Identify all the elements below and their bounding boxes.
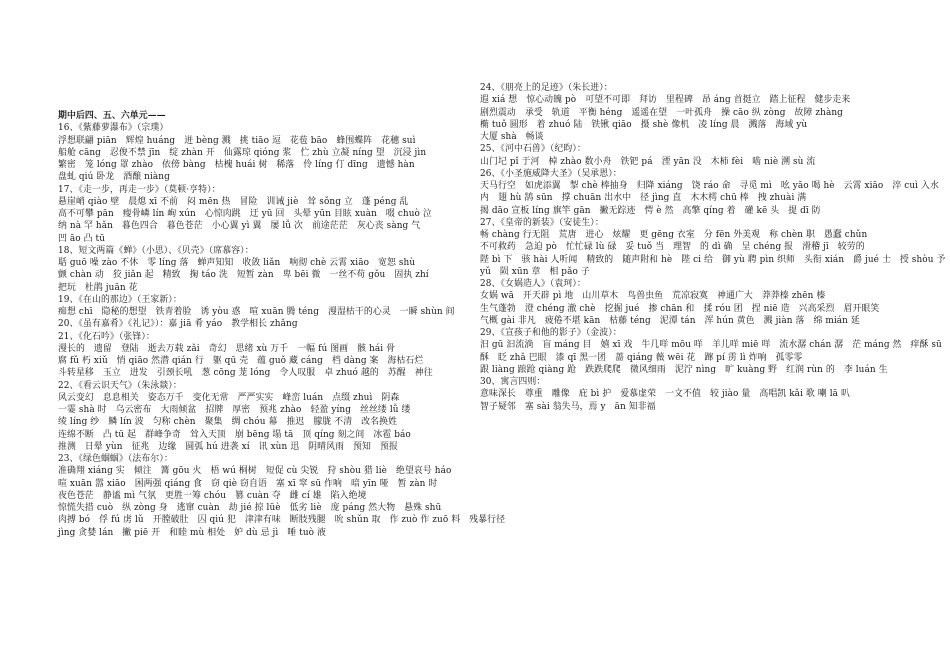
- text-line: jìng 贪婪 lán 撇 piē 开 和睦 mù 相处 妒 dù 忌 jì 唾 tuò 液: [58, 527, 326, 538]
- text-line: 风云变幻 息息相关 姿态万千 变化无常 严严实实 峰峦 luán 点缀 zhuì 阴森: [58, 392, 400, 403]
- text-line: 斗转星移 玉立 进发 引颈长吼 葱 cōng 茏 lóng 令人叹服 卓 zhuó 越的 苏醒 神往: [58, 368, 433, 379]
- text-line: 山门圮 pǐ 于河 棹 zhào 数小舟 铁钯 pá 湮 yān 没 木柿 fèi 啮 niè 溯 sù 流: [480, 156, 816, 167]
- text-line: 17、《走一步，再走一步》（莫顿·亨特）：: [58, 184, 221, 195]
- section-title: 期中后四、五、六单元——: [58, 111, 166, 121]
- text-line: 喧 xuān 嚣 xiāo 困两强 qiáng 食 窃 qiè 窃自语 塞 xī 窣 sū 作响 喑 yīn 哑 暂 zàn 时: [58, 478, 438, 489]
- right-column: [480, 0, 946, 658]
- right-column-lines: [480, 82, 946, 413]
- text-line: 高不可攀 pān 瘦骨嶙 lín 峋 xún 心惊肉跳 迂 yū 回 头晕 yūn 目眩 xuàn 啜 chuò 泣: [58, 209, 432, 219]
- text-line: 24、《朋亮上的足迹》（朱长进）：: [480, 83, 613, 93]
- text-line: 18、短文两篇《蝉》（小思）、《贝壳》（席慕容）：: [58, 245, 254, 256]
- text-line: 20、《虽有嘉肴》《礼记》）：嘉 jiā 肴 yáo 教学相长 zhǎng: [58, 319, 298, 330]
- text-line: 痴想 chī 隐秘的想望 铁青着脸 诱 yòu 惑 喧 xuān 腾 téng 漫湿枯干的心灵 一瞬 shùn 间: [58, 307, 455, 317]
- text-line: 颤 chàn 动 狡 jiǎn 起 精致 掬 táo 洗 短暂 zàn 卑 bēi 微 一丝不苟 gǒu 固执 zhí: [58, 270, 429, 281]
- text-line: 浮想联翩 piān 辉煌 huáng 迸 bèng 溅 挑 tiāo 逗 花苞 bāo 蜂围蝶阵 花穗 suì: [58, 135, 416, 146]
- text-line: 悬崖峭 qiào 壁 晨熄 xī 不前 闷 mēn 热 冒险 训诫 jiè 耸 sǒng 立 蓬 péng 乱: [58, 196, 409, 207]
- text-line: 一霎 shà 时 乌云密布 大雨倾盆 招牌 厚密 预兆 zhào 轻盈 yíng 丝丝缕 lǚ 缕: [58, 405, 411, 415]
- text-line: 25、《河中石兽》（纪昀）：: [480, 144, 586, 155]
- text-line: 把玩 杜鹃 juān 花: [58, 282, 138, 293]
- text-line: 跟 liàng 踉跄 qiàng 跄 跌跌爬爬 微风细雨 泥泞 nìng 旷 kuàng 野 红润 rùn 的 李 luán 生: [480, 364, 888, 375]
- text-line: 推测 日晕 yùn 征兆 边缘 圆弧 hú 进袭 xí 讯 xùn 迅 阴晴风雨 预知 预报: [58, 441, 398, 452]
- text-line: 女娲 wā 开天辟 pì 地 山川草木 鸟兽虫鱼 荒凉寂寞 神通广大 莽莽榛 zhēn 榛: [480, 291, 826, 302]
- left-column-lines: [58, 122, 506, 539]
- text-line: 汩 gū 汩流淌 盲 máng 目 嬉 xī 戏 牛几咩 mōu 咩 羊儿咩 miē 咩 流水潺 chán 潺 茫 máng 然 痒酥 sū: [480, 340, 942, 351]
- text-line: 椭 tuǒ 圆形 着 zhuó 陆 铁锹 qiāo 摄 shè 像机 凌 líng 晨 溅落 海域 yù: [480, 119, 808, 130]
- text-line: 船舱 cāng 忍俊不禁 jīn 绽 zhàn 开 仙露琼 qióng 浆 伫 zhù 立凝 níng 望 沉浸 jìn: [58, 147, 427, 158]
- text-line: 不可救药 急迫 pò 忙忙碌 lù 碌 妥 tuǒ 当 理智 的 dì 确 呈 chéng 报 滑稽 jī 较劳的: [480, 242, 865, 253]
- text-line: 遐 xiá 想 惊心动魄 pò 可望不可即 拜访 里程碑 昂 áng 首挺立 踏上征程 健步走来: [480, 95, 851, 106]
- text-line: 剧烈震动 承受 轨道 平衡 héng 遥遥在望 一叶孤舟 操 cāo 纵 zòng 故障 zhàng: [480, 107, 843, 118]
- text-line: 夜色苍茫 静谧 mì 气氛 更胜一筹 chóu 篡 cuàn 夺 雌 cí 雄 陷入绝境: [58, 490, 367, 501]
- text-line: 纳 nà 罕 hǎn 暮色四合 暮色苍茫 小心翼 yì 翼 屡 lǚ 次 前途茫茫 灰心丧 sàng 气: [58, 221, 421, 232]
- text-line: 29、《宣孩子和他的影子》（金波）：: [480, 328, 622, 338]
- text-line: 繁密 笼 lóng 罩 zhào 依傍 bàng 枯槐 huái 树 稀落 伶 líng 仃 dīng 遗憾 hàn: [58, 160, 415, 170]
- text-line: 准确翔 xiáng 实 倾注 篝 gōu 火 梧 wú 桐树 短促 cù 尖锐 狩 shòu 猎 liè 绝望哀号 háo: [58, 466, 452, 477]
- text-line: 大厦 shà 畅谈: [480, 132, 544, 142]
- text-line: 27、《皇帝的新装》（安徒生）：: [480, 217, 604, 228]
- text-line: 惊慌失措 cuò 纵 zòng 身 逃窜 cuàn 劫 jié 掠 lüè 低劣 liè 庞 páng 然大物 悬殊 shū: [58, 503, 442, 513]
- text-line: 腐 fǔ 朽 xiǔ 悄 qiāo 然潜 qián 行 躯 qū 壳 蕴 guǒ 藏 cáng 档 dàng 案 海枯石烂: [58, 356, 424, 366]
- text-line: 28、《女娲造人》（袁珂）：: [480, 279, 586, 289]
- text-line: 气概 gài 非凡 疲倦不堪 kān 枯藤 téng 泥潭 tán 浑 hún 黄色 溅 jiàn 落 绵 mián 延: [480, 315, 860, 326]
- text-line: 连绵不断 凸 tū 起 群峰争奇 耸入天顶 崩 bēng 塌 tā 顶 qíng 刻之间 冰雹 báo: [58, 429, 411, 440]
- text-line: 聒 guō 噪 zào 不休 零 líng 落 蝉声知知 收敛 liǎn 响彻 chè 云霄 xiāo 宽恕 shù: [58, 258, 416, 268]
- text-line: 陛 bì 下 骇 hài 人听闻 精致的 随声附和 hè 陛 ci 给 御 yù 聘 pìn 织师 头衔 xián 爵 jué 士 授 shòu 予: [480, 254, 946, 265]
- text-line: 22、《看云识天气》（朱泳燚）：: [58, 380, 182, 391]
- text-line: 生气蓬勃 澄 chéng 澈 chè 挖掘 jué 掺 chān 和 揉 róu 团 捏 niē 造 兴高采烈 眉开眼笑: [480, 303, 880, 314]
- text-line: 意味深长 尊重 雕像 庇 bì 护 爱慕虚荣 一文不值 较 jiào 量 高唱凯 kǎi 歌 喇 lā 叭: [480, 389, 850, 400]
- text-line: 智子疑邻 塞 sài 翁失马，焉 y ān 知非福: [480, 401, 656, 412]
- text-line: 肉搏 bó 俘 fú 虏 lǔ 开膛破肚 囚 qiú 犯 津津有味 断肢残腿 吮 shǔn 取 作 zuò 作 zuō 料 残暴行径: [58, 515, 506, 526]
- text-line: 30、寓言四则：: [480, 377, 546, 387]
- text-line: 16、《紫藤萝瀑布》（宗璞）: [58, 123, 169, 134]
- text-line: 畅 chàng 行无阻 荒唐 进心 炫耀 更 gēng 衣室 分 fēn 外美观 称 chèn 职 愚蠢 chǔn: [480, 230, 868, 240]
- text-line: 23、《绿色蝈蝈》（法布尔）：: [58, 454, 173, 464]
- text-line: 26、《小圣施威降大圣》（吴承恩）：: [480, 168, 622, 179]
- text-line: 凹 āo 凸 tū: [58, 233, 106, 244]
- text-line: 漫长的 遗留 登陆 逝去万载 zǎi 奇幻 思绪 xù 万千 一幅 fú 图画 骸 hái 骨: [58, 343, 396, 354]
- text-line: 揭 dāo 宣板 líng 旗竿 gān 撇无踪迹 愕 è 然 高擎 qíng 着 礶 kē 头 提 dī 防: [480, 205, 821, 216]
- text-line: 内 翅 hù 鹄 sūn 撑 chuān 出水中 径 jìng 直 木木樗 chū 棒 拽 zhuài 满: [480, 193, 807, 204]
- text-line: 19、《在山的那边》（王家新）：: [58, 294, 182, 305]
- text-line: 21、《化石吟》（张锋）：: [58, 331, 155, 342]
- text-line: 盘虬 qiú 卧龙 酒酿 niàng: [58, 172, 170, 183]
- text-line: 酥 眨 zhǎ 巴眼 漆 qī 黑一团 蔷 qiáng 薇 wēi 花 蹿 pí 雳 lì 炸响 孤零零: [480, 352, 803, 363]
- left-column: [58, 0, 506, 658]
- text-line: yǔ 陨 xūn 章 相 pǎo 子: [480, 266, 590, 277]
- text-line: 天马行空 如虎添翼 掣 chè 棒抽身 归降 xiáng 饶 ráo 命 寻觅 mì 吆 yāo 喝 hè 云霄 xiāo 淬 cuì 入水: [480, 181, 939, 191]
- text-line: 绫 líng 纱 鳞 lín 波 匀称 chèn 聚集 绸 chóu 幕 推迟 朦胧 不清 改名换姓: [58, 417, 398, 428]
